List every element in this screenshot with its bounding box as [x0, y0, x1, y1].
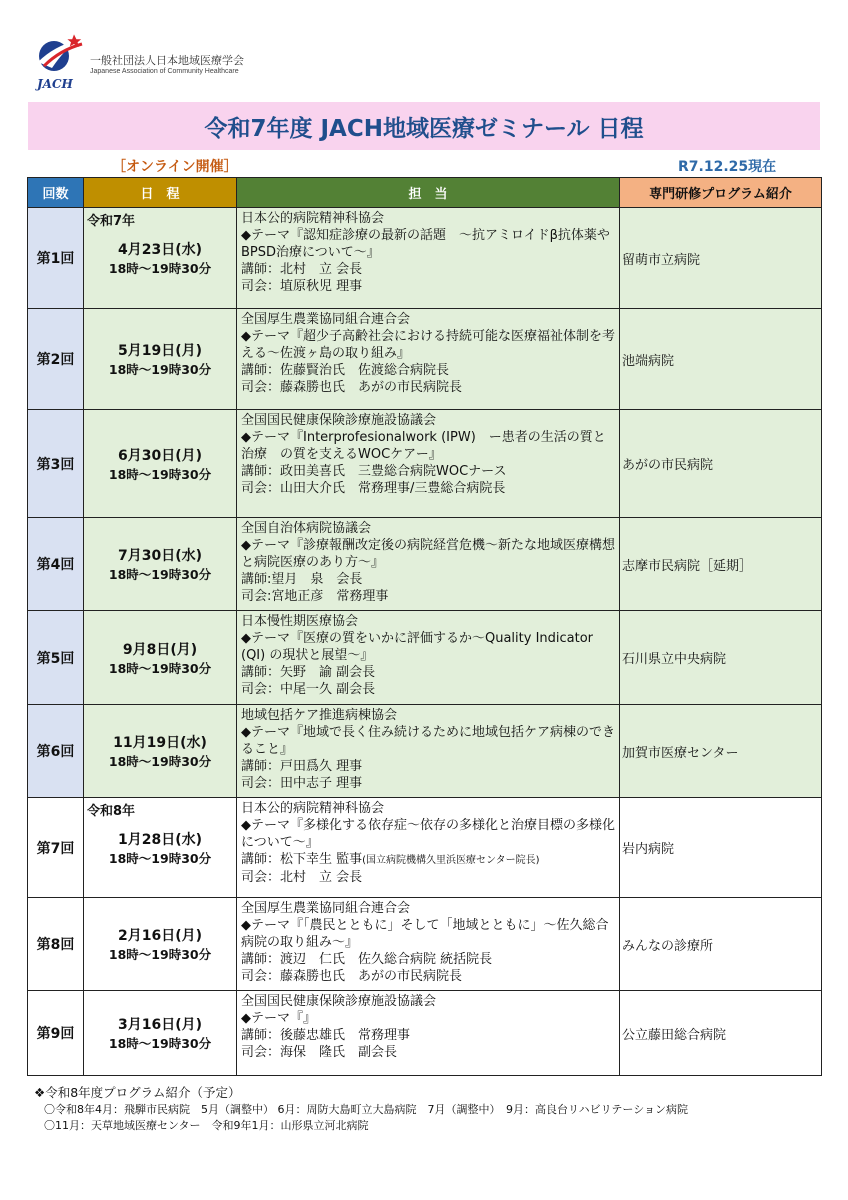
lecturer: 講師：政田美喜氏 三豊総合病院WOCナース [241, 464, 507, 479]
moderator: 司会:宮地正彦 常務理事 [241, 589, 389, 604]
table-row [28, 705, 822, 798]
session-date: 9月8日(月) [122, 641, 198, 658]
session-time: 18時～19時30分 [108, 947, 212, 962]
lecturer-name: 講師：松下幸生 監事 [241, 852, 363, 867]
theme: ◆テーマ『認知症診療の最新の話題 ～抗アミロイドβ抗体薬や BPSD治療について～』 [241, 228, 610, 260]
session-date-cell [84, 208, 237, 309]
session-date: 7月30日(水) [117, 548, 203, 564]
session-staff-cell [237, 309, 620, 410]
next-year-line-2: 〇11月：天草地域医療センター 令和9年1月：山形県立河北病院 [44, 1119, 369, 1132]
lecturer [241, 851, 615, 869]
session-time: 18時～19時30分 [108, 1036, 212, 1051]
lecturer: 講師：佐藤賢治氏 佐渡総合病院長 [241, 363, 450, 378]
moderator: 司会：北村 立 会長 [241, 870, 363, 885]
program-name: 石川県立中央病院 [620, 611, 822, 705]
theme: ◆テーマ『超少子高齢社会における持続可能な医療福祉体制を考える～佐渡ヶ島の取り組み』 [241, 329, 615, 361]
table-row [28, 410, 822, 518]
organization: 日本公的病院精神科協会 [241, 211, 385, 226]
table-header-row [28, 178, 822, 208]
next-year-heading: ❖令和8年度プログラム紹介（予定） [34, 1085, 241, 1100]
session-date-cell [84, 410, 237, 518]
session-staff-cell [237, 705, 620, 798]
program-name: 岩内病院 [620, 798, 822, 898]
session-date-cell [84, 898, 237, 991]
organization: 全国国民健康保険診療施設協議会 [241, 413, 437, 428]
moderator: 司会：海保 隆氏 副会長 [241, 1045, 398, 1060]
era-year: 令和8年 [87, 804, 136, 819]
program-name: あがの市民病院 [620, 410, 822, 518]
page-title: 令和7年度 JACH地域医療ゼミナール 日程 [204, 115, 644, 142]
session-date: 1月28日(水) [117, 831, 203, 848]
theme: ◆テーマ『「農民とともに」そして「地域とともに」～佐久総合病院の取り組み～』 [241, 918, 609, 950]
session-date-cell [84, 705, 237, 798]
table-row [28, 309, 822, 410]
program-name: 池端病院 [620, 309, 822, 410]
lecturer: 講師：北村 立 会長 [241, 262, 363, 277]
moderator: 司会：埴原秋児 理事 [241, 279, 363, 294]
table-row [28, 798, 822, 898]
session-date: 3月16日(月) [117, 1017, 203, 1033]
org-name-en: Japanese Association of Community Healthcare [90, 68, 239, 75]
table-row [28, 611, 822, 705]
session-staff-cell [237, 208, 620, 309]
session-date-cell [84, 611, 237, 705]
lecturer: 講師：渡辺 仁氏 佐久総合病院 統括院長 [241, 952, 493, 967]
moderator: 司会：山田大介氏 常務理事/三豊総合病院長 [241, 481, 506, 496]
session-staff-cell [237, 991, 620, 1076]
session-date-cell [84, 991, 237, 1076]
title-band [28, 102, 820, 150]
session-time: 18時～19時30分 [108, 466, 212, 482]
session-number: 第8回 [28, 898, 84, 991]
col-header-date: 日 程 [84, 178, 237, 208]
session-number: 第4回 [28, 518, 84, 611]
organization: 全国厚生農業協同組合連合会 [241, 901, 411, 916]
session-number: 第3回 [28, 410, 84, 518]
program-name: 公立藤田総合病院 [620, 991, 822, 1076]
session-date: 11月19日(水) [113, 735, 207, 751]
org-name-ja: 一般社団法人日本地域医療学会 [90, 54, 244, 67]
organization: 日本慢性期医療協会 [241, 614, 359, 629]
jach-logo [30, 32, 90, 94]
session-number: 第6回 [28, 705, 84, 798]
theme: ◆テーマ『医療の質をいかに評価するか～Quality Indicator (QI) の現状と展望～』 [241, 631, 594, 663]
session-date-cell [84, 518, 237, 611]
table-row [28, 208, 822, 309]
theme: ◆テーマ『診療報酬改定後の病院経営危機～新たな地域医療構想と病院医療のあり方～』 [241, 538, 615, 570]
session-staff-cell [237, 518, 620, 611]
session-time: 18時～19時30分 [108, 660, 212, 676]
lecturer: 講師：矢野 諭 副会長 [241, 665, 376, 680]
lecturer: 講師:望月 泉 会長 [241, 572, 363, 587]
schedule-table [27, 177, 822, 1076]
table-row [28, 991, 822, 1076]
theme: ◆テーマ『多様化する依存症～依存の多様化と治療目標の多様化について～』 [241, 818, 615, 850]
table-row [28, 898, 822, 991]
program-name: 留萌市立病院 [620, 208, 822, 309]
organization: 全国厚生農業協同組合連合会 [241, 312, 411, 327]
moderator: 司会：中尾一久 副会長 [241, 682, 376, 697]
moderator: 司会：藤森勝也氏 あがの市民病院長 [241, 380, 463, 395]
event-mode: ［オンライン開催］ [112, 159, 238, 175]
session-number: 第5回 [28, 611, 84, 705]
session-date: 4月23日(水) [117, 242, 203, 258]
lecturer: 講師：後藤忠雄氏 常務理事 [241, 1028, 411, 1043]
session-time: 18時～19時30分 [108, 362, 212, 377]
col-header-no: 回数 [28, 178, 84, 208]
session-number: 第9回 [28, 991, 84, 1076]
session-staff-cell [237, 798, 620, 898]
col-header-program: 専門研修プログラム紹介 [620, 178, 822, 208]
moderator: 司会：田中志子 理事 [241, 776, 363, 791]
lecturer-affiliation: (国立病院機構久里浜医療センター院長) [362, 855, 540, 866]
session-date-cell [84, 309, 237, 410]
session-number: 第7回 [28, 798, 84, 898]
session-date: 6月30日(月) [117, 447, 203, 464]
lecturer: 講師：戸田爲久 理事 [241, 759, 363, 774]
organization: 日本公的病院精神科協会 [241, 801, 385, 816]
organization: 全国自治体病院協議会 [241, 521, 372, 536]
next-year-line-1: 〇令和8年4月：飛騨市民病院 5月（調整中） 6月：周防大島町立大島病院 7月（調整中） 9月：高良台リハビリテーション病院 [44, 1103, 688, 1116]
as-of-date: R7.12.25現在 [678, 159, 777, 175]
session-date-cell [84, 798, 237, 898]
organization: 地域包括ケア推進病棟協会 [241, 708, 398, 723]
session-time: 18時～19時30分 [108, 754, 212, 769]
session-time: 18時～19時30分 [108, 850, 212, 866]
theme: ◆テーマ『Interprofesionalwork (IPW) ー患者の生活の質と治療 の質を支えるWOCケアー』 [241, 430, 606, 462]
session-time: 18時～19時30分 [108, 567, 212, 582]
session-staff-cell [237, 898, 620, 991]
session-time: 18時～19時30分 [108, 261, 212, 276]
program-name: 加賀市医療センター [620, 705, 822, 798]
organization: 全国国民健康保険診療施設協議会 [241, 994, 437, 1009]
theme: ◆テーマ『地域で長く住み続けるために地域包括ケア病棟のできること』 [241, 725, 615, 757]
moderator: 司会：藤森勝也氏 あがの市民病院長 [241, 969, 463, 984]
session-number: 第2回 [28, 309, 84, 410]
session-date: 2月16日(月) [117, 928, 203, 944]
session-staff-cell [237, 410, 620, 518]
era-year: 令和7年 [87, 214, 136, 229]
logo-text: JACH [37, 77, 73, 91]
program-name: 志摩市民病院［延期］ [620, 518, 822, 611]
theme: ◆テーマ『』 [241, 1011, 316, 1026]
table-row [28, 518, 822, 611]
session-number: 第1回 [28, 208, 84, 309]
session-staff-cell [237, 611, 620, 705]
session-date: 5月19日(月) [117, 343, 203, 359]
program-name: みんなの診療所 [620, 898, 822, 991]
col-header-staff: 担 当 [237, 178, 620, 208]
